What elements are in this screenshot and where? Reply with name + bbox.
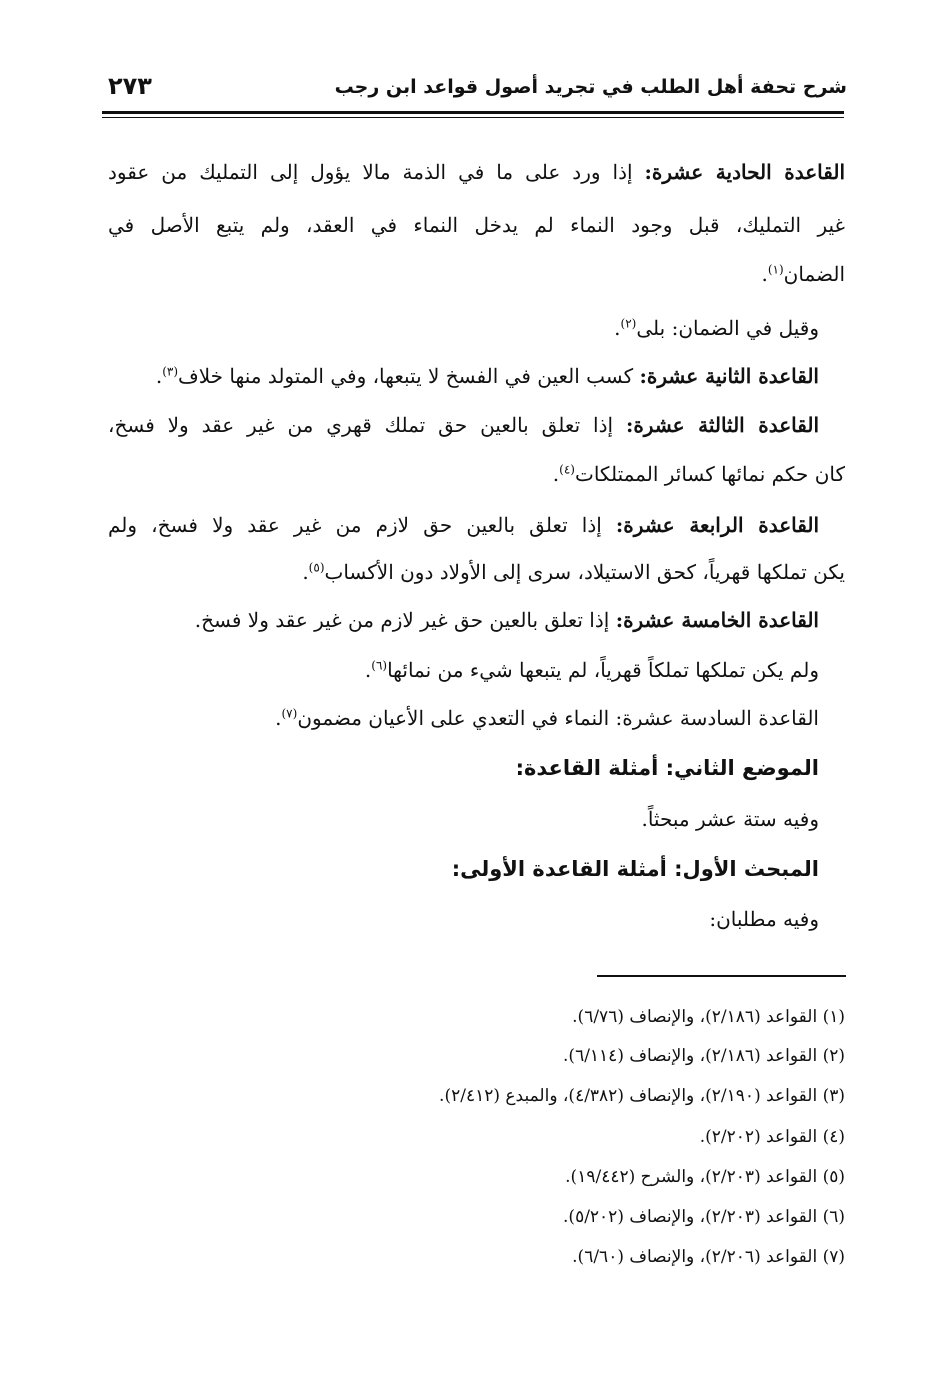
rule-text: النماء في التعدي على الأعيان مضمون [297,706,610,730]
paragraph-line: وقيل في الضمان: بلى$^{(٢)}$. [614,316,819,340]
rule-label: القاعدة الحادية عشرة: [644,160,846,184]
footnote: (٢) القواعد (٢/١٨٦)، والإنصاف (٦/١١٤). [563,1046,845,1066]
paragraph-line: وفيه ستة عشر مبحثاً. [641,807,819,831]
footnote: (٤) القواعد (٢/٢٠٢). [699,1127,845,1147]
footnote-ref[interactable]: (٤) [559,462,575,477]
paragraph-line [195,605,819,635]
paragraph-line: وفيه مطلبان: [709,907,819,931]
rule-label: القاعدة الرابعة عشرة: [615,513,819,537]
header-rule-thin [102,117,844,118]
paragraph-line: كان حكم نمائها كسائر الممتلكات$^{(٤)}$. [552,462,845,486]
rule-label: القاعدة السادسة عشرة: [615,706,819,730]
footnote-ref[interactable]: (٧) [281,706,298,721]
paragraph-line: يكن تملكها قهرياً، كحق الاستيلاد، سرى إلى الأولاد دون الأكساب$^{(٥)}$. [302,560,845,584]
rule-text: غير التمليك، قبل وجود النماء لم يدخل النماء في العقد، ولم يتبع الأصل في [108,213,845,237]
paragraph-line [108,510,819,540]
rule-text: إذا تعلق بالعين حق غير لازم من غير عقد ولا فسخ. [194,608,610,632]
rule-text: إذا تعلق بالعين حق تملك قهري من غير عقد ولا فسخ، [108,413,614,437]
rule-label: القاعدة الثالثة عشرة: [625,413,819,437]
footnote-separator [597,975,846,977]
running-header-title: شرح تحفة أهل الطلب في تجريد أصول قواعد ابن رجب [334,76,847,98]
rule-text: كان حكم نمائها كسائر الممتلكات [574,462,845,486]
section-heading: المبحث الأول: أمثلة القاعدة الأولى: [451,857,819,881]
footnote: (١) القواعد (٢/١٨٦)، والإنصاف (٦/٧٦). [572,1007,845,1027]
rule-label: القاعدة الثانية عشرة: [639,364,819,388]
paragraph-line [108,210,845,240]
footnote: (٣) القواعد (٢/١٩٠)، والإنصاف (٤/٣٨٢)، والمبدع (٢/٤١٢). [439,1086,845,1106]
footnote-ref[interactable]: (٥) [308,560,325,575]
paragraph-line [108,410,819,440]
footnote-ref[interactable]: (٦) [371,658,388,673]
footnote-ref[interactable]: (٣) [162,364,179,379]
footnote-ref[interactable]: (٢) [620,316,637,331]
page-number: ٢٧٣ [108,72,152,100]
paragraph-line: القاعدة الثانية عشرة: كسب العين في الفسخ لا يتبعها، وفي المتولد منها خلاف$^{(٣)}$. [155,364,819,388]
rule-text: الضمان [783,262,845,286]
footnote: (٥) القواعد (٢/٢٠٣)، والشرح (١٩/٤٤٢). [565,1167,845,1187]
rule-text: كسب العين في الفسخ لا يتبعها، وفي المتولد منها خلاف [178,364,634,388]
paragraph-line: ولم يكن تملكها تملكاً قهرياً، لم يتبعها شيء من نمائها$^{(٦)}$. [364,658,819,682]
rule-text: ولم يكن تملكها تملكاً قهرياً، لم يتبعها شيء من نمائها [387,658,819,682]
footnote: (٦) القواعد (٢/٢٠٣)، والإنصاف (٥/٢٠٢). [563,1207,845,1227]
footnote-ref[interactable]: (١) [767,262,784,277]
rule-label: القاعدة الخامسة عشرة: [615,608,819,632]
footnote: (٧) القواعد (٢/٢٠٦)، والإنصاف (٦/٦٠). [572,1247,845,1267]
section-heading: الموضع الثاني: أمثلة القاعدة: [515,756,819,780]
rule-text: إذا تعلق بالعين حق لازم من غير عقد ولا فسخ، ولم [108,513,602,537]
rule-text: إذا ورد على ما في الذمة مالا يؤول إلى التمليك من عقود [108,160,633,184]
paragraph-line: القاعدة السادسة عشرة: النماء في التعدي على الأعيان مضمون$^{(٧)}$. [275,706,819,730]
paragraph-line [108,157,845,187]
rule-text: وقيل في الضمان: بلى [636,316,819,340]
paragraph-line: الضمان$^{(١)}$. [761,262,845,286]
rule-text: يكن تملكها قهرياً، كحق الاستيلاد، سرى إلى الأولاد دون الأكساب [324,560,845,584]
header-rule-thick [102,111,844,114]
